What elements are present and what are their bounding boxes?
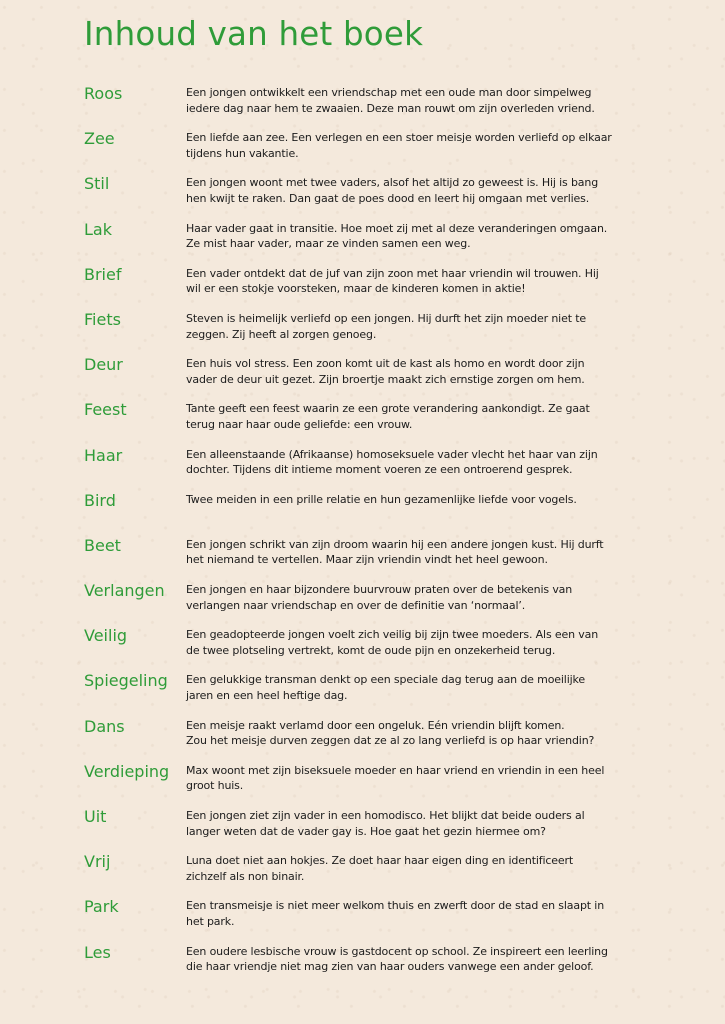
entry-description-line: Een jongen en haar bijzondere buurvrouw praten over de betekenis van [186,583,573,597]
entry-description [186,311,682,342]
entry-description-line: verlangen naar vriendschap en over de definitie van ‘normaal’. [186,598,526,612]
contents-entry [84,536,684,581]
contents-entry [84,626,684,671]
entry-description-line: zeggen. Zij heeft al zorgen genoeg. [186,327,377,341]
entry-description-line: Haar vader gaat in transitie. Hoe moet zij met al deze veranderingen omgaan. [186,221,608,235]
contents-entry [84,310,684,355]
contents-list [84,84,684,988]
entry-title: Beet [84,535,121,555]
contents-entry [84,220,684,265]
entry-description [186,85,682,116]
entry-description-line: Een gelukkige transman denkt op een speciale dag terug aan de moeilijke [186,673,585,687]
entry-description-line: Tante geeft een feest waarin ze een grote verandering aankondigt. Ze gaat [186,402,590,416]
entry-title: Bird [84,490,116,510]
contents-entry [84,717,684,762]
contents-entry [84,807,684,852]
contents-entry [84,265,684,310]
entry-description-line: Max woont met zijn biseksuele moeder en haar vriend en vriendin in een heel [186,763,605,777]
entry-description-line: Een jongen schrikt van zijn droom waarin hij een andere jongen kust. Hij durft [186,537,604,551]
entry-description-line: die haar vriendje niet mag zien van haar ouders vanwege een ander geloof. [186,960,594,974]
entry-description [186,401,682,432]
entry-description-line: jaren en een heel heftige dag. [186,689,348,703]
entry-title: Veilig [84,626,128,646]
entry-title: Lak [84,219,112,239]
entry-description-line: Twee meiden in een prille relatie en hun gezamenlijke liefde voor vogels. [186,492,577,506]
entry-description [186,221,682,252]
contents-entry [84,852,684,897]
entry-description-line: het niemand te vertellen. Maar zijn vriendin vindt het heel gewoon. [186,553,548,567]
contents-entry [84,897,684,942]
entry-description [186,175,682,206]
entry-description-line: Zou het meisje durven zeggen dat ze al zo lang verliefd is op haar vriendin? [186,734,595,748]
entry-description [186,808,682,839]
entry-description-line: langer weten dat de vader gay is. Hoe gaat het gezin hiermee om? [186,824,546,838]
entry-description-line: iedere dag naar hem te zwaaien. Deze man rouwt om zijn overleden vriend. [186,101,595,115]
entry-description-line: Een huis vol stress. Een zoon komt uit de kast als homo en wordt door zijn [186,357,585,371]
page-title: Inhoud van het boek [84,15,424,53]
entry-description [186,582,682,613]
entry-title: Haar [84,445,123,465]
contents-entry [84,943,684,988]
entry-description-line: Een meisje raakt verlamd door een ongeluk. Eén vriendin blijft komen. [186,718,565,732]
entry-description-line: Een jongen ziet zijn vader in een homodisco. Het blijkt dat beide ouders al [186,809,585,822]
entry-description-line: Luna doet niet aan hokjes. Ze doet haar haar eigen ding en identificeert [186,854,574,868]
entry-description-line: Een oudere lesbische vrouw is gastdocent op school. Ze inspireert een leerling [186,944,608,958]
entry-description-line: groot huis. [186,779,244,793]
entry-title: Uit [84,807,107,826]
entry-description [186,130,682,161]
entry-title: Park [84,897,119,917]
entry-description [186,672,682,703]
entry-title: Brief [84,264,122,284]
entry-title: Dans [84,716,125,736]
contents-entry [84,355,684,400]
entry-description-line: Ze mist haar vader, maar ze vinden samen een weg. [186,237,471,251]
entry-title: Feest [84,400,127,420]
entry-description-line: terug naar haar oude geliefde: een vrouw. [186,417,413,431]
contents-entry [84,446,684,491]
entry-description-line: Een vader ontdekt dat de juf van zijn zoon met haar vriendin wil trouwen. Hij [186,266,599,280]
contents-entry [84,491,684,536]
entry-title: Verlangen [84,581,165,601]
entry-description [186,627,682,658]
contents-entry [84,581,684,626]
entry-title: Roos [84,84,123,103]
entry-title: Zee [84,129,115,149]
entry-description [186,356,682,387]
entry-description [186,537,682,568]
entry-description-line: Steven is heimelijk verliefd op een jongen. Hij durft het zijn moeder niet te [186,311,586,325]
contents-entry [84,671,684,716]
entry-description-line: zichzelf als non binair. [186,869,305,883]
entry-description [186,447,682,478]
entry-description [186,266,682,297]
entry-description [186,492,682,508]
entry-description-line: Een alleenstaande (Afrikaanse) homoseksuele vader vlecht het haar van zijn [186,447,598,461]
entry-description-line: het park. [186,914,235,928]
contents-entry [84,84,684,129]
entry-description-line: Een liefde aan zee. Een verlegen en een stoer meisje worden verliefd op elkaar [186,131,612,145]
contents-entry [84,129,684,174]
entry-title: Deur [84,355,123,375]
entry-description-line: tijdens hun vakantie. [186,146,299,160]
entry-title: Vrij [84,852,111,872]
entry-title: Stil [84,174,110,194]
entry-description-line: Een jongen ontwikkelt een vriendschap met een oude man door simpelweg [186,86,592,99]
entry-description-line: Een jongen woont met twee vaders, alsof het altijd zo geweest is. Hij is bang [186,176,599,190]
entry-description-line: hen kwijt te raken. Dan gaat de poes dood en leert hij omgaan met verlies. [186,191,590,205]
entry-description-line: wil er een stokje voorsteken, maar de kinderen komen in aktie! [186,282,526,296]
entry-title: Les [84,942,111,962]
entry-description [186,898,682,929]
entry-description [186,944,682,975]
contents-entry [84,400,684,445]
entry-title: Fiets [84,309,121,329]
entry-description-line: vader de deur uit gezet. Zijn broertje maakt zich ernstige zorgen om hem. [186,372,585,386]
entry-description-line: de twee plotseling vertrekt, komt de oude pijn en onzekerheid terug. [186,643,556,657]
contents-entry [84,174,684,219]
entry-description [186,853,682,884]
entry-description [186,718,682,749]
contents-entry [84,762,684,807]
entry-title: Verdieping [84,761,170,781]
entry-description-line: Een transmeisje is niet meer welkom thuis en zwerft door de stad en slaapt in [186,899,605,913]
entry-description [186,763,682,794]
entry-title: Spiegeling [84,671,168,691]
entry-description-line: dochter. Tijdens dit intieme moment voeren ze een ontroerend gesprek. [186,463,573,477]
entry-description-line: Een geadopteerde jongen voelt zich veilig bij zijn twee moeders. Als een van [186,628,599,642]
